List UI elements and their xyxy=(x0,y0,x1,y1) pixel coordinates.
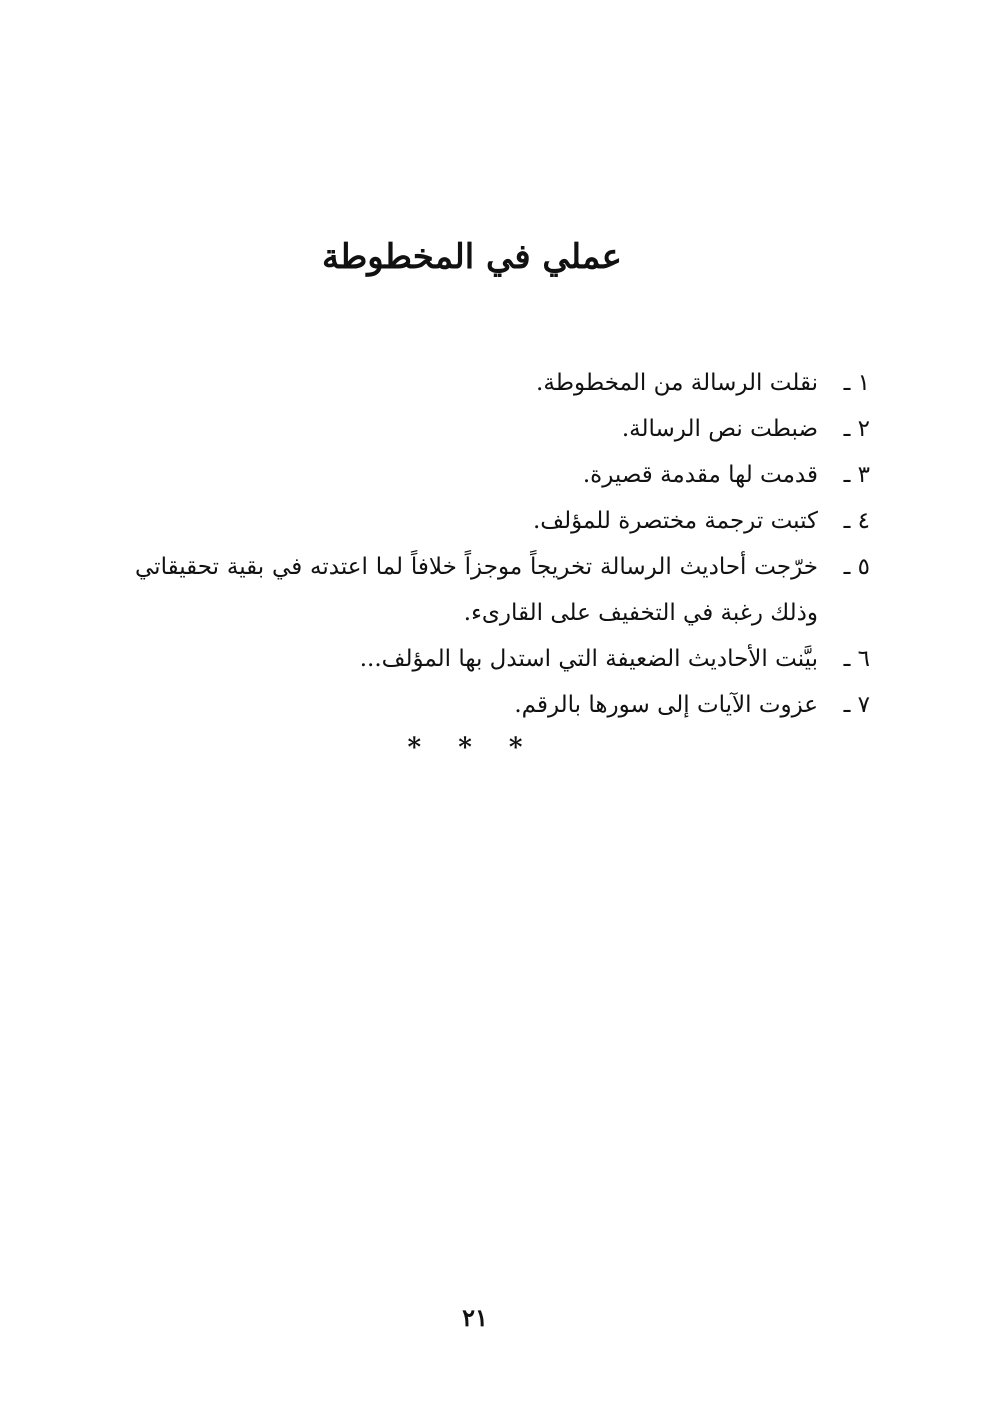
list-item xyxy=(135,360,870,406)
item-number: ٥ ـ xyxy=(843,554,870,580)
item-text: خرّجت أحاديث الرسالة تخريجاً موجزاً خلافاً لما اعتدته في بقية تحقيقاتي وذلك رغبة في التخفيف على القارىء. xyxy=(135,554,818,626)
item-number: ٣ ـ xyxy=(843,462,870,488)
item-text: عزوت الآيات إلى سورها بالرقم. xyxy=(514,692,818,718)
list-item xyxy=(135,682,870,728)
list-item xyxy=(135,636,870,682)
item-number: ٧ ـ xyxy=(843,692,870,718)
item-text: نقلت الرسالة من المخطوطة. xyxy=(536,370,818,396)
list-item xyxy=(135,406,870,452)
list-item xyxy=(135,452,870,498)
list-item xyxy=(135,544,870,636)
item-number: ٢ ـ xyxy=(843,416,870,442)
item-number: ١ ـ xyxy=(843,370,870,396)
item-text: قدمت لها مقدمة قصيرة. xyxy=(582,462,818,488)
work-list xyxy=(135,360,870,728)
item-number: ٦ ـ xyxy=(843,646,870,672)
item-text: كتبت ترجمة مختصرة للمؤلف. xyxy=(532,508,818,534)
item-text: ضبطت نص الرسالة. xyxy=(621,416,818,442)
page-title: عملي في المخطوطة xyxy=(322,237,622,277)
page-number: ٢١ xyxy=(462,1303,488,1332)
item-number: ٤ ـ xyxy=(843,508,870,534)
list-item xyxy=(135,498,870,544)
item-text: بيَّنت الأحاديث الضعيفة التي استدل بها المؤلف... xyxy=(359,646,818,672)
section-separator: * * * xyxy=(407,733,537,763)
